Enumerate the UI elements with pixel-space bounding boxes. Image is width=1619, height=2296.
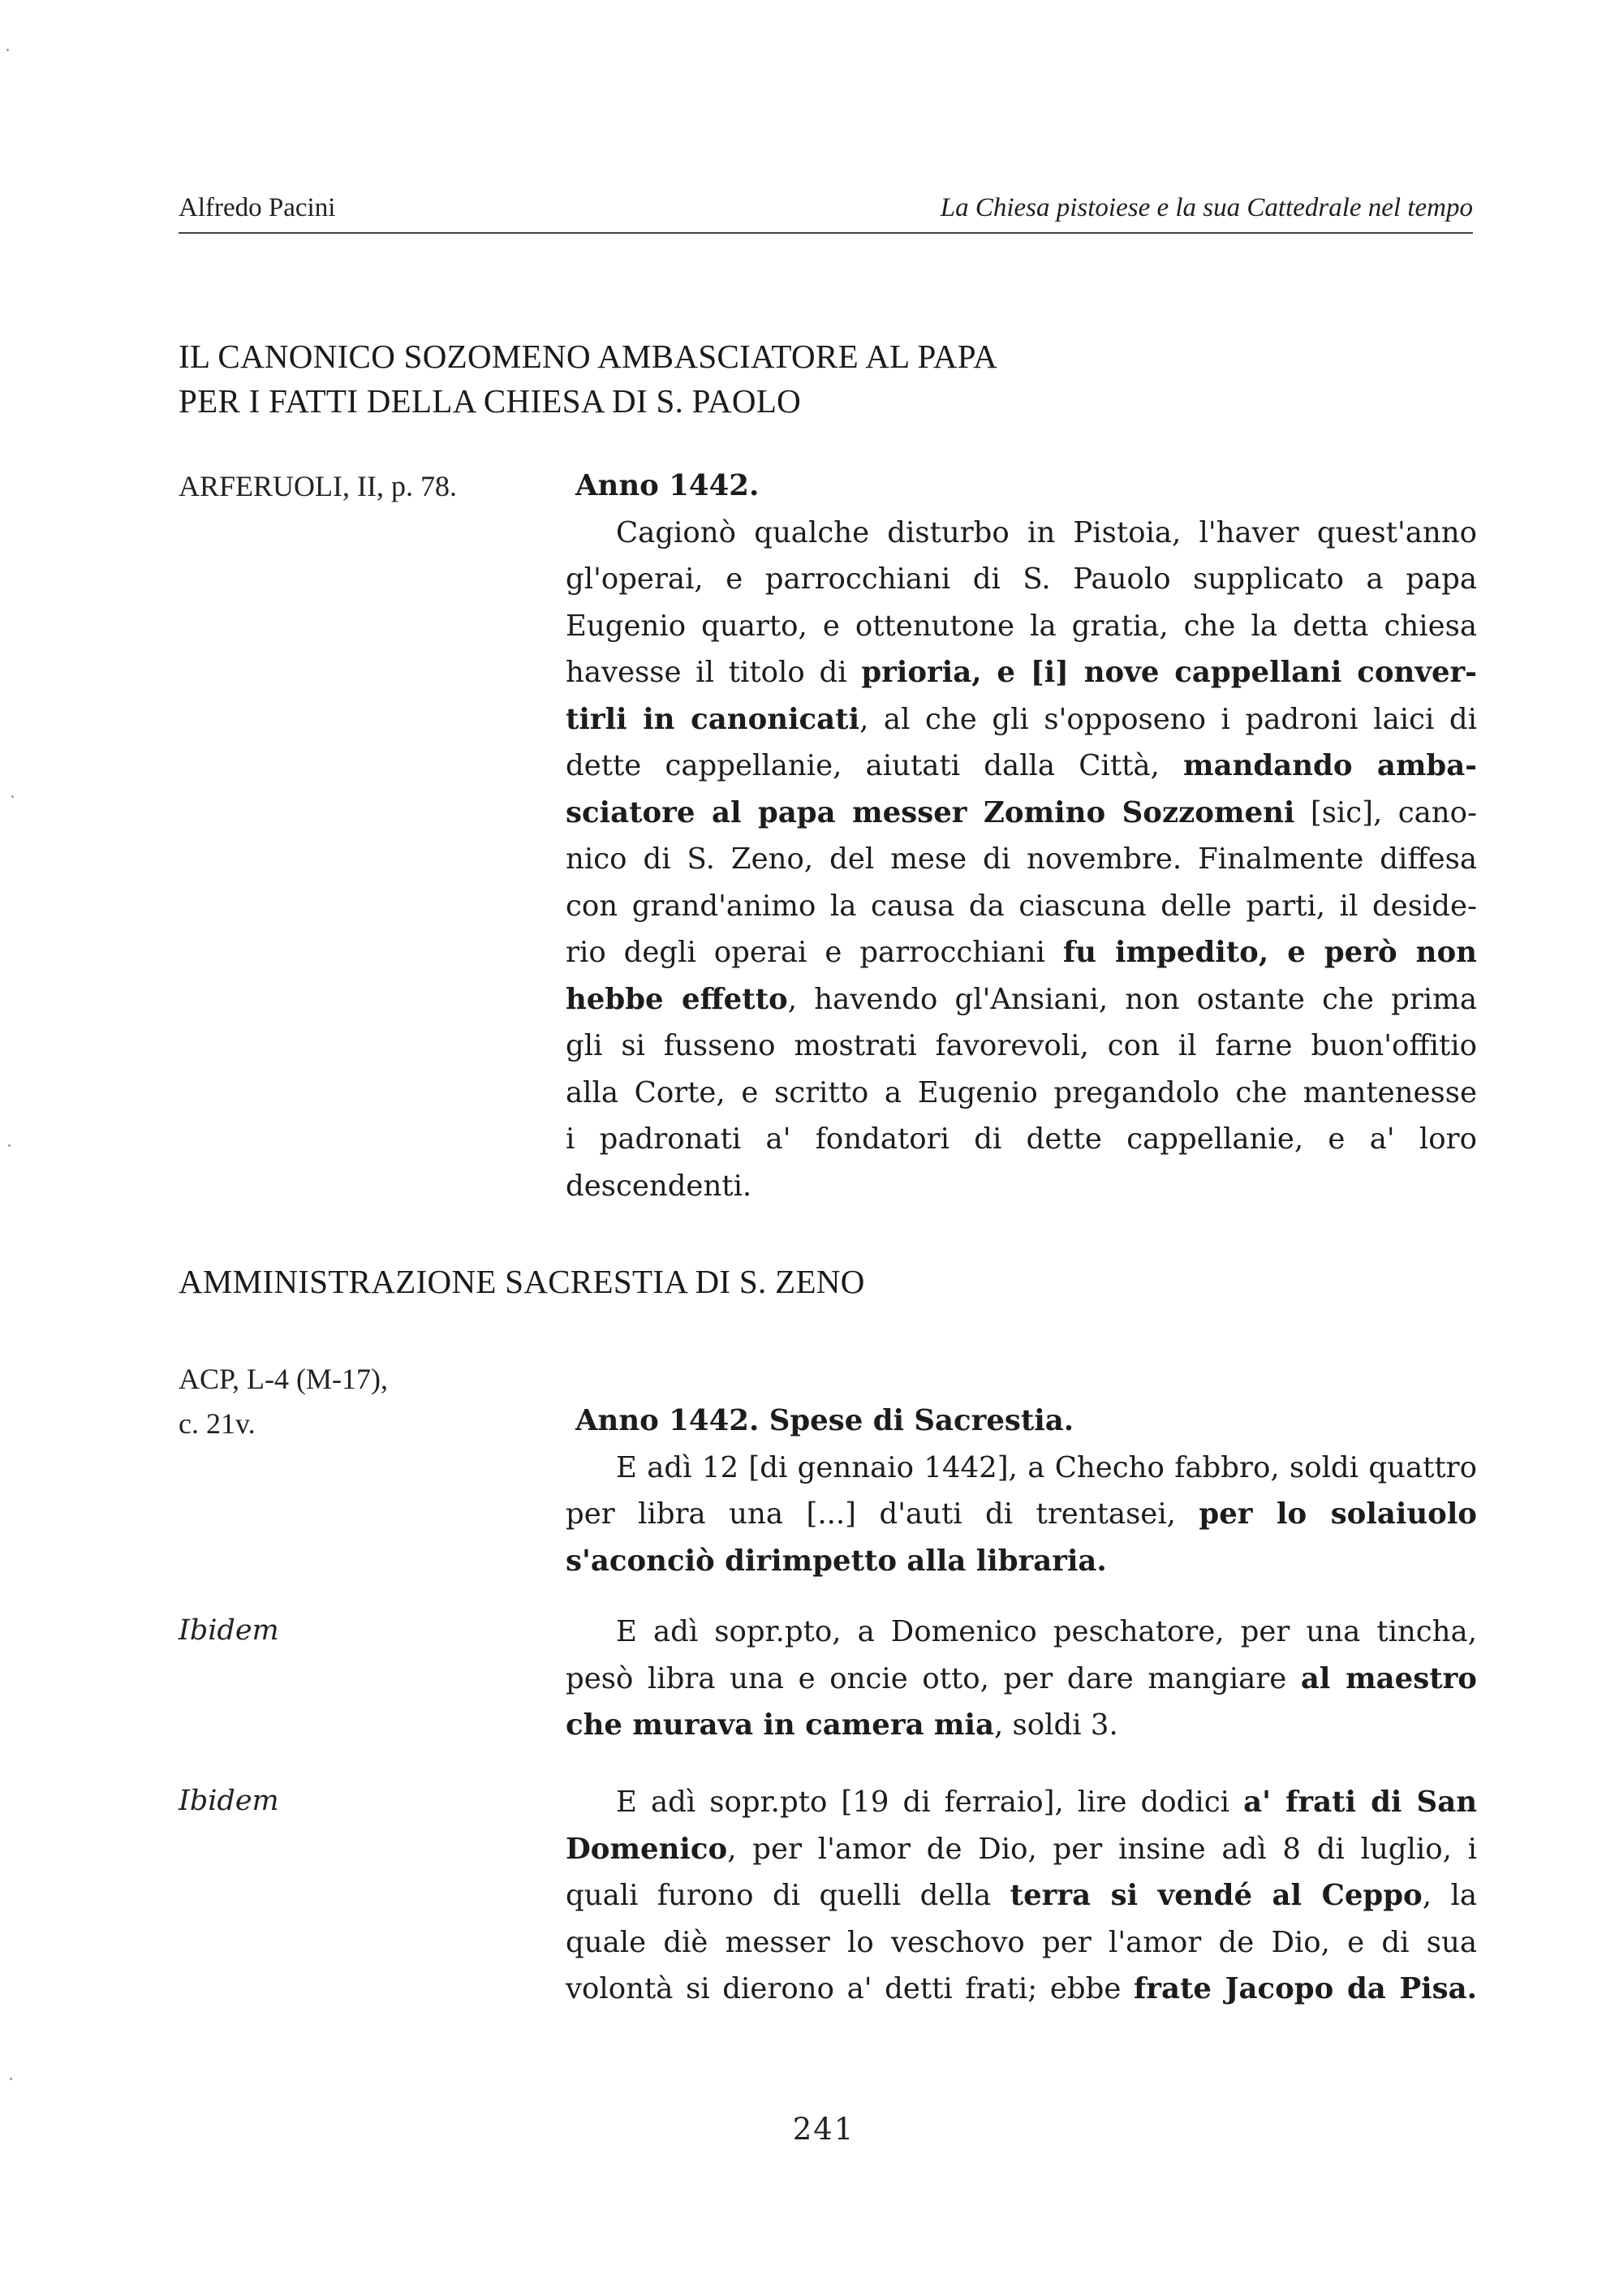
text-line	[566, 1702, 1477, 1749]
paragraph-anno-1442	[566, 463, 1477, 1209]
paragraph-entry-frati	[566, 1779, 1477, 2013]
author-name: Alfredo Pacini	[179, 193, 336, 222]
text-run: , per l'amor de Dio, per insine adì 8 di luglio, i	[727, 1832, 1477, 1866]
text-line	[566, 1826, 1477, 1873]
text-line: gl'operai, e parrocchiani di S. Pauolo supplicato a papa	[566, 562, 1477, 596]
section-title-sacrestia: AMMINISTRAZIONE SACRESTIA DI S. ZENO	[179, 1263, 865, 1300]
emphasis-run: al maestro	[1300, 1661, 1477, 1695]
emphasis-run: terra si vendé al Ceppo	[1010, 1879, 1423, 1912]
emphasis-run: frate Jacopo da Pisa.	[1133, 1972, 1478, 2005]
source-line: c. 21v.	[179, 1407, 256, 1440]
text-line	[566, 1491, 1477, 1538]
text-line	[566, 790, 1477, 837]
paragraph-heading: Anno 1442.	[575, 469, 760, 502]
text-line: gli si fusseno mostrati favorevoli, con il farne buon'offitio	[566, 1029, 1477, 1062]
text-line: nico di S. Zeno, del mese di novembre. Finalmente diffesa	[566, 842, 1477, 876]
text-line	[566, 929, 1477, 976]
paragraph-spese-sacrestia	[566, 1398, 1477, 1584]
text-run: volontà si dierono a' detti frati; ebbe	[566, 1972, 1134, 2005]
text-line: Eugenio quarto, e ottenutone la gratia, che la detta chiesa	[566, 609, 1477, 643]
text-run: pesò libra una e oncie otto, per dare mangiare	[566, 1661, 1301, 1695]
text-line: i padronati a' fondatori di dette cappellanie, e a' loro	[566, 1122, 1477, 1156]
page-number: 241	[792, 2112, 855, 2147]
text-line: s'aconciò dirimpetto alla libraria.	[566, 1544, 1107, 1578]
emphasis-run: per lo solaiuolo	[1199, 1497, 1477, 1531]
text-run: rio degli operai e parrocchiani	[566, 936, 1063, 969]
text-run: E adì sopr.pto [19 di ferraio], lire dodici	[616, 1786, 1244, 1819]
text-line	[566, 1779, 1477, 1826]
text-line	[566, 649, 1477, 696]
text-line: E adì sopr.pto, a Domenico peschatore, per una tincha,	[616, 1615, 1477, 1648]
scan-speck	[8, 1144, 11, 1147]
text-line	[566, 1656, 1477, 1703]
text-line	[566, 1966, 1477, 2013]
source-note-acp	[179, 1357, 388, 1446]
text-run: [sic], cano-	[1294, 795, 1477, 829]
text-run: , al che gli s'opposeno i padroni laici di	[859, 702, 1477, 736]
book-title: La Chiesa pistoiese e la sua Cattedrale nel tempo	[940, 193, 1473, 222]
emphasis-run: a' frati di San	[1243, 1786, 1478, 1819]
text-line	[566, 743, 1477, 790]
text-line	[566, 976, 1477, 1023]
text-line: quale diè messer lo veschovo per l'amor de Dio, e di sua	[566, 1925, 1477, 1959]
text-line: alla Corte, e scritto a Eugenio pregandolo che mantenesse	[566, 1075, 1477, 1109]
text-run: quali furono di quelli della	[566, 1879, 1010, 1912]
emphasis-run: Domenico	[566, 1832, 728, 1866]
text-line	[566, 1872, 1477, 1919]
emphasis-run: tirli in canonicati	[566, 702, 860, 736]
paragraph-heading: Anno 1442. Spese di Sacrestia.	[575, 1404, 1074, 1437]
section-title-line: PER I FATTI DELLA CHIESA DI S. PAOLO	[179, 382, 802, 420]
source-note-ibidem: Ibidem	[179, 1785, 279, 1817]
text-line: E adì 12 [di gennaio 1442], a Checho fabbro, soldi quattro	[616, 1450, 1477, 1484]
section-title-sozomeno	[179, 334, 997, 424]
section-title-line: IL CANONICO SOZOMENO AMBASCIATORE AL PAPA	[179, 338, 997, 375]
emphasis-run: che murava in camera mia	[566, 1708, 994, 1742]
text-line: con grand'animo la causa da ciascuna delle parti, il deside-	[566, 889, 1477, 923]
scan-speck	[11, 795, 14, 798]
text-run: , la	[1422, 1879, 1478, 1912]
text-run: , soldi 3.	[993, 1708, 1118, 1742]
paragraph-entry-tincha	[566, 1609, 1477, 1749]
source-line: ACP, L-4 (M-17),	[179, 1363, 388, 1395]
text-line	[566, 696, 1477, 743]
running-head	[179, 193, 1473, 234]
text-run: havesse il titolo di	[566, 656, 862, 689]
emphasis-run: hebbe effetto	[566, 982, 788, 1016]
text-run: per libra una [...] d'auti di trentasei,	[566, 1497, 1199, 1531]
emphasis-run: prioria, e [i] nove cappellani conver-	[861, 656, 1477, 689]
emphasis-run: sciatore al papa messer Zomino Sozzomeni	[566, 795, 1295, 829]
text-line: Cagionò qualche disturbo in Pistoia, l'haver quest'anno	[616, 515, 1477, 549]
source-note-ibidem: Ibidem	[179, 1614, 279, 1647]
emphasis-run: mandando amba-	[1183, 749, 1477, 782]
scan-speck	[10, 2078, 12, 2080]
emphasis-run: fu impedito, e però non	[1062, 936, 1477, 969]
text-run: dette cappellanie, aiutati dalla Città,	[566, 749, 1184, 782]
scan-speck	[6, 49, 9, 51]
text-run: , havendo gl'Ansiani, non ostante che prima	[787, 982, 1477, 1016]
text-line: descendenti.	[566, 1169, 752, 1203]
source-note-arferuoli: ARFERUOLI, II, p. 78.	[179, 470, 457, 502]
